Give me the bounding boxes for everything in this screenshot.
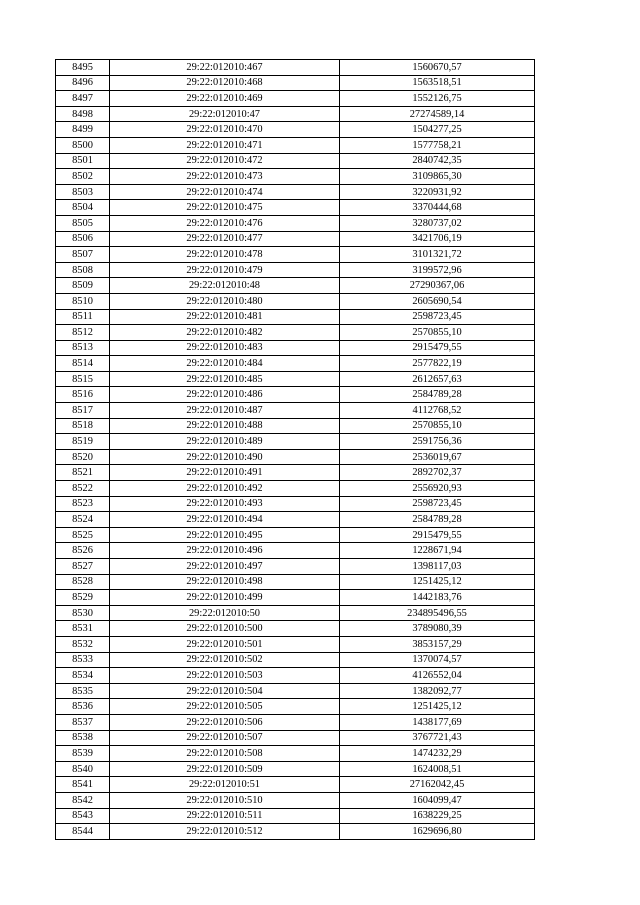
row-number-cell: 8505 xyxy=(56,215,110,231)
table-row xyxy=(56,215,535,231)
row-number-cell: 8522 xyxy=(56,481,110,497)
cadastral-number-cell: 29:22:012010:48 xyxy=(110,278,340,294)
cadastral-value-cell: 1624008,51 xyxy=(340,761,535,777)
cadastral-number-cell: 29:22:012010:498 xyxy=(110,574,340,590)
row-number-cell: 8502 xyxy=(56,169,110,185)
row-number-cell: 8498 xyxy=(56,106,110,122)
cadastral-number-cell: 29:22:012010:475 xyxy=(110,200,340,216)
table-row xyxy=(56,200,535,216)
table-row xyxy=(56,668,535,684)
table-row xyxy=(56,434,535,450)
cadastral-value-cell: 1370074,57 xyxy=(340,652,535,668)
table-row xyxy=(56,714,535,730)
table-row xyxy=(56,293,535,309)
table-row xyxy=(56,231,535,247)
row-number-cell: 8518 xyxy=(56,418,110,434)
cadastral-number-cell: 29:22:012010:500 xyxy=(110,621,340,637)
cadastral-number-cell: 29:22:012010:499 xyxy=(110,590,340,606)
cadastral-value-cell: 2570855,10 xyxy=(340,325,535,341)
table-row xyxy=(56,761,535,777)
cadastral-number-cell: 29:22:012010:503 xyxy=(110,668,340,684)
row-number-cell: 8533 xyxy=(56,652,110,668)
row-number-cell: 8499 xyxy=(56,122,110,138)
table-row xyxy=(56,543,535,559)
table-row xyxy=(56,340,535,356)
cadastral-value-cell: 1251425,12 xyxy=(340,699,535,715)
row-number-cell: 8531 xyxy=(56,621,110,637)
row-number-cell: 8525 xyxy=(56,527,110,543)
cadastral-number-cell: 29:22:012010:495 xyxy=(110,527,340,543)
row-number-cell: 8519 xyxy=(56,434,110,450)
cadastral-number-cell: 29:22:012010:469 xyxy=(110,91,340,107)
table-row xyxy=(56,746,535,762)
row-number-cell: 8508 xyxy=(56,262,110,278)
cadastral-value-cell: 1398117,03 xyxy=(340,559,535,575)
cadastral-number-cell: 29:22:012010:508 xyxy=(110,746,340,762)
cadastral-value-cell: 1629696,80 xyxy=(340,824,535,840)
table-row xyxy=(56,262,535,278)
cadastral-number-cell: 29:22:012010:511 xyxy=(110,808,340,824)
cadastral-value-cell: 1251425,12 xyxy=(340,574,535,590)
row-number-cell: 8534 xyxy=(56,668,110,684)
cadastral-number-cell: 29:22:012010:506 xyxy=(110,714,340,730)
cadastral-number-cell: 29:22:012010:50 xyxy=(110,605,340,621)
cadastral-number-cell: 29:22:012010:476 xyxy=(110,215,340,231)
table-row xyxy=(56,792,535,808)
cadastral-number-cell: 29:22:012010:471 xyxy=(110,137,340,153)
row-number-cell: 8510 xyxy=(56,293,110,309)
row-number-cell: 8509 xyxy=(56,278,110,294)
cadastral-value-cell: 2892702,37 xyxy=(340,465,535,481)
table-row xyxy=(56,824,535,840)
row-number-cell: 8506 xyxy=(56,231,110,247)
cadastral-value-cell: 1604099,47 xyxy=(340,792,535,808)
cadastral-number-cell: 29:22:012010:502 xyxy=(110,652,340,668)
table-row xyxy=(56,325,535,341)
table-row xyxy=(56,122,535,138)
row-number-cell: 8501 xyxy=(56,153,110,169)
table-row xyxy=(56,418,535,434)
table-row xyxy=(56,137,535,153)
cadastral-value-cell: 3853157,29 xyxy=(340,636,535,652)
cadastral-value-cell: 3370444,68 xyxy=(340,200,535,216)
cadastral-value-cell: 2840742,35 xyxy=(340,153,535,169)
table-row xyxy=(56,278,535,294)
cadastral-value-cell: 2536019,67 xyxy=(340,449,535,465)
table-row xyxy=(56,527,535,543)
row-number-cell: 8543 xyxy=(56,808,110,824)
row-number-cell: 8516 xyxy=(56,387,110,403)
row-number-cell: 8539 xyxy=(56,746,110,762)
table-row xyxy=(56,559,535,575)
cadastral-value-cell: 3101321,72 xyxy=(340,247,535,263)
row-number-cell: 8496 xyxy=(56,75,110,91)
cadastral-value-cell: 1552126,75 xyxy=(340,91,535,107)
row-number-cell: 8527 xyxy=(56,559,110,575)
table-row xyxy=(56,387,535,403)
row-number-cell: 8497 xyxy=(56,91,110,107)
table-row xyxy=(56,699,535,715)
table-row xyxy=(56,481,535,497)
table-row xyxy=(56,590,535,606)
cadastral-value-cell: 1563518,51 xyxy=(340,75,535,91)
row-number-cell: 8526 xyxy=(56,543,110,559)
cadastral-value-cell: 2598723,45 xyxy=(340,309,535,325)
table-row xyxy=(56,636,535,652)
cadastral-number-cell: 29:22:012010:493 xyxy=(110,496,340,512)
row-number-cell: 8535 xyxy=(56,683,110,699)
cadastral-number-cell: 29:22:012010:507 xyxy=(110,730,340,746)
cadastral-number-cell: 29:22:012010:467 xyxy=(110,60,340,76)
cadastral-number-cell: 29:22:012010:501 xyxy=(110,636,340,652)
cadastral-value-cell: 234895496,55 xyxy=(340,605,535,621)
cadastral-number-cell: 29:22:012010:477 xyxy=(110,231,340,247)
table-row xyxy=(56,496,535,512)
cadastral-value-cell: 27274589,14 xyxy=(340,106,535,122)
row-number-cell: 8537 xyxy=(56,714,110,730)
row-number-cell: 8544 xyxy=(56,824,110,840)
row-number-cell: 8512 xyxy=(56,325,110,341)
cadastral-value-cell: 3280737,02 xyxy=(340,215,535,231)
cadastral-number-cell: 29:22:012010:480 xyxy=(110,293,340,309)
cadastral-number-cell: 29:22:012010:496 xyxy=(110,543,340,559)
row-number-cell: 8538 xyxy=(56,730,110,746)
table-row xyxy=(56,153,535,169)
table-row xyxy=(56,465,535,481)
cadastral-number-cell: 29:22:012010:488 xyxy=(110,418,340,434)
table-row xyxy=(56,60,535,76)
cadastral-value-cell: 1442183,76 xyxy=(340,590,535,606)
table-row xyxy=(56,356,535,372)
table-row xyxy=(56,247,535,263)
cadastral-number-cell: 29:22:012010:494 xyxy=(110,512,340,528)
row-number-cell: 8530 xyxy=(56,605,110,621)
cadastral-value-cell: 2556920,93 xyxy=(340,481,535,497)
cadastral-value-cell: 3220931,92 xyxy=(340,184,535,200)
table-row xyxy=(56,605,535,621)
table-row xyxy=(56,730,535,746)
table-row xyxy=(56,777,535,793)
cadastral-value-cell: 27162042,45 xyxy=(340,777,535,793)
cadastral-number-cell: 29:22:012010:486 xyxy=(110,387,340,403)
cadastral-number-cell: 29:22:012010:484 xyxy=(110,356,340,372)
cadastral-number-cell: 29:22:012010:51 xyxy=(110,777,340,793)
cadastral-number-cell: 29:22:012010:473 xyxy=(110,169,340,185)
row-number-cell: 8500 xyxy=(56,137,110,153)
table-row xyxy=(56,683,535,699)
cadastral-value-cell: 3109865,30 xyxy=(340,169,535,185)
cadastral-number-cell: 29:22:012010:479 xyxy=(110,262,340,278)
cadastral-value-cell: 1638229,25 xyxy=(340,808,535,824)
table-row xyxy=(56,621,535,637)
row-number-cell: 8504 xyxy=(56,200,110,216)
table-row xyxy=(56,169,535,185)
cadastral-value-cell: 3767721,43 xyxy=(340,730,535,746)
row-number-cell: 8513 xyxy=(56,340,110,356)
table-row xyxy=(56,808,535,824)
table-row xyxy=(56,106,535,122)
cadastral-value-cell: 2598723,45 xyxy=(340,496,535,512)
row-number-cell: 8542 xyxy=(56,792,110,808)
cadastral-number-cell: 29:22:012010:478 xyxy=(110,247,340,263)
cadastral-value-cell: 1560670,57 xyxy=(340,60,535,76)
cadastral-value-cell: 27290367,06 xyxy=(340,278,535,294)
cadastral-number-cell: 29:22:012010:483 xyxy=(110,340,340,356)
table-row xyxy=(56,403,535,419)
cadastral-number-cell: 29:22:012010:482 xyxy=(110,325,340,341)
cadastral-number-cell: 29:22:012010:489 xyxy=(110,434,340,450)
table-row xyxy=(56,449,535,465)
row-number-cell: 8540 xyxy=(56,761,110,777)
row-number-cell: 8541 xyxy=(56,777,110,793)
cadastral-number-cell: 29:22:012010:491 xyxy=(110,465,340,481)
cadastral-number-cell: 29:22:012010:474 xyxy=(110,184,340,200)
row-number-cell: 8536 xyxy=(56,699,110,715)
cadastral-number-cell: 29:22:012010:490 xyxy=(110,449,340,465)
row-number-cell: 8495 xyxy=(56,60,110,76)
table-row xyxy=(56,574,535,590)
cadastral-number-cell: 29:22:012010:472 xyxy=(110,153,340,169)
row-number-cell: 8514 xyxy=(56,356,110,372)
row-number-cell: 8520 xyxy=(56,449,110,465)
cadastral-number-cell: 29:22:012010:509 xyxy=(110,761,340,777)
cadastral-value-cell: 3421706,19 xyxy=(340,231,535,247)
cadastral-value-cell: 2584789,28 xyxy=(340,387,535,403)
cadastral-value-cell: 4112768,52 xyxy=(340,403,535,419)
row-number-cell: 8503 xyxy=(56,184,110,200)
row-number-cell: 8515 xyxy=(56,371,110,387)
cadastral-value-cell: 1577758,21 xyxy=(340,137,535,153)
cadastral-number-cell: 29:22:012010:470 xyxy=(110,122,340,138)
cadastral-value-cell: 2915479,55 xyxy=(340,340,535,356)
cadastral-number-cell: 29:22:012010:505 xyxy=(110,699,340,715)
table-row xyxy=(56,512,535,528)
cadastral-number-cell: 29:22:012010:497 xyxy=(110,559,340,575)
cadastral-value-cell: 1228671,94 xyxy=(340,543,535,559)
cadastral-number-cell: 29:22:012010:468 xyxy=(110,75,340,91)
cadastral-value-cell: 1504277,25 xyxy=(340,122,535,138)
cadastral-value-cell: 2915479,55 xyxy=(340,527,535,543)
cadastral-number-cell: 29:22:012010:481 xyxy=(110,309,340,325)
row-number-cell: 8529 xyxy=(56,590,110,606)
cadastral-number-cell: 29:22:012010:487 xyxy=(110,403,340,419)
table-row xyxy=(56,75,535,91)
row-number-cell: 8511 xyxy=(56,309,110,325)
cadastral-value-cell: 1474232,29 xyxy=(340,746,535,762)
row-number-cell: 8523 xyxy=(56,496,110,512)
cadastral-value-cell: 4126552,04 xyxy=(340,668,535,684)
cadastral-number-cell: 29:22:012010:510 xyxy=(110,792,340,808)
table-row xyxy=(56,91,535,107)
cadastral-number-cell: 29:22:012010:47 xyxy=(110,106,340,122)
cadastral-value-cell: 2605690,54 xyxy=(340,293,535,309)
cadastral-value-table xyxy=(55,59,535,840)
table-body xyxy=(56,60,535,840)
cadastral-number-cell: 29:22:012010:492 xyxy=(110,481,340,497)
cadastral-value-cell: 2612657,63 xyxy=(340,371,535,387)
table-row xyxy=(56,184,535,200)
cadastral-value-cell: 2591756,36 xyxy=(340,434,535,450)
cadastral-value-cell: 3789080,39 xyxy=(340,621,535,637)
cadastral-value-cell: 2577822,19 xyxy=(340,356,535,372)
cadastral-number-cell: 29:22:012010:512 xyxy=(110,824,340,840)
row-number-cell: 8507 xyxy=(56,247,110,263)
row-number-cell: 8524 xyxy=(56,512,110,528)
table-row xyxy=(56,309,535,325)
table-row xyxy=(56,652,535,668)
row-number-cell: 8517 xyxy=(56,403,110,419)
cadastral-value-cell: 1438177,69 xyxy=(340,714,535,730)
cadastral-value-cell: 3199572,96 xyxy=(340,262,535,278)
cadastral-number-cell: 29:22:012010:504 xyxy=(110,683,340,699)
row-number-cell: 8521 xyxy=(56,465,110,481)
row-number-cell: 8528 xyxy=(56,574,110,590)
cadastral-number-cell: 29:22:012010:485 xyxy=(110,371,340,387)
table-row xyxy=(56,371,535,387)
cadastral-value-cell: 2584789,28 xyxy=(340,512,535,528)
cadastral-value-cell: 1382092,77 xyxy=(340,683,535,699)
row-number-cell: 8532 xyxy=(56,636,110,652)
cadastral-value-cell: 2570855,10 xyxy=(340,418,535,434)
